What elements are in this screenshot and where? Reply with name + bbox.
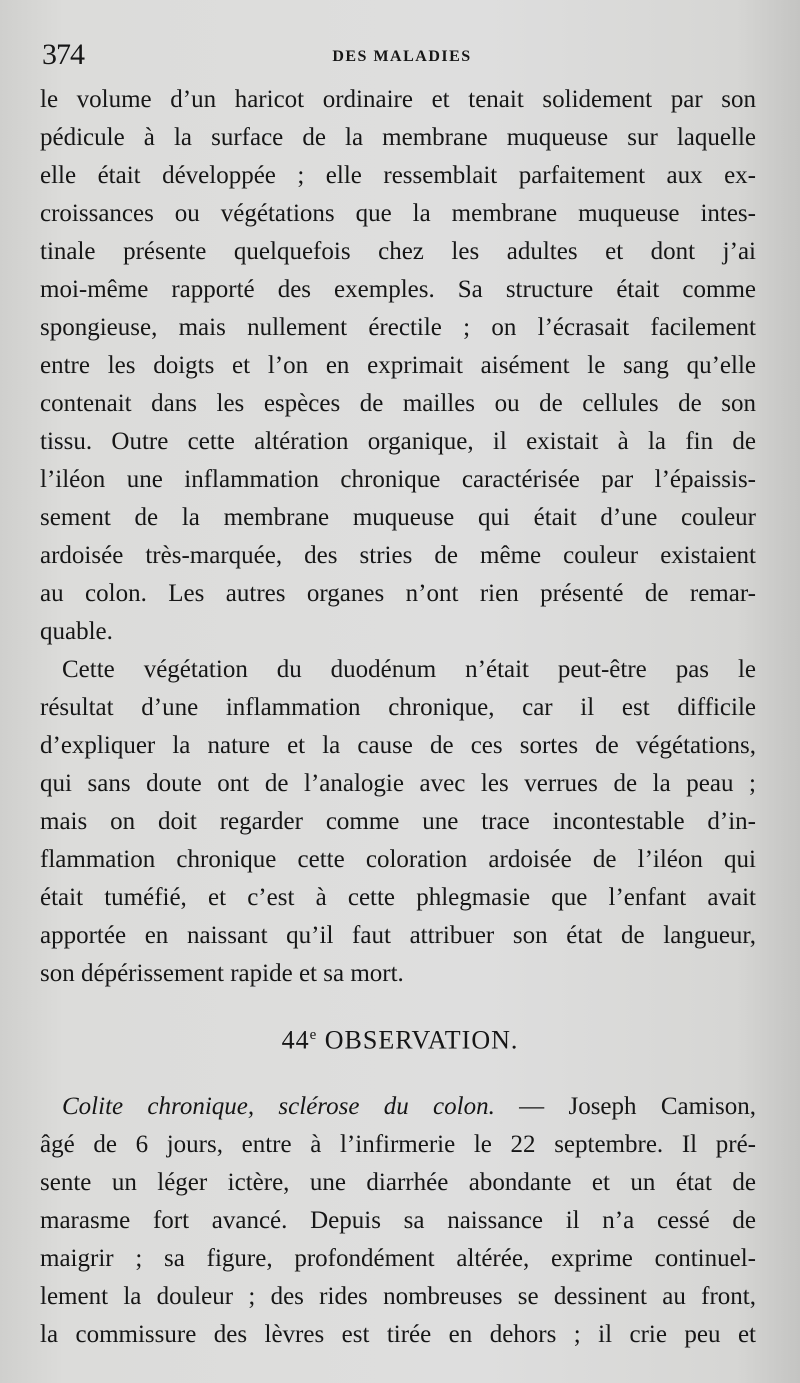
text-line: au colon. Les autres organes n’ont rien présenté de remar- <box>40 580 756 607</box>
text-line: Cette végétation du duodénum n’était peut-être pas le <box>62 656 756 683</box>
text-line: maigrir ; sa figure, profondément altérée, exprime continuel- <box>40 1245 756 1272</box>
text-line: l’iléon une inflammation chronique caractérisée par l’épaissis- <box>40 466 756 493</box>
text-line: sente un léger ictère, une diarrhée abondante et un état de <box>40 1169 756 1196</box>
text-line: était tuméfié, et c’est à cette phlegmasie que l’enfant avait <box>40 884 756 911</box>
text-line: sement de la membrane muqueuse qui était d’une couleur <box>40 504 756 531</box>
text-line: marasme fort avancé. Depuis sa naissance il n’a cessé de <box>40 1207 756 1234</box>
text-line: quable. <box>40 618 113 645</box>
text-line: ardoisée très-marquée, des stries de même couleur existaient <box>40 542 756 569</box>
ordinal-suffix: e <box>309 1027 318 1043</box>
text-line: qui sans doute ont de l’analogie avec les verrues de la peau ; <box>40 770 756 797</box>
text-line: moi-même rapporté des exemples. Sa structure était comme <box>40 276 756 303</box>
observation-number: 44 <box>281 1025 310 1055</box>
section-heading <box>0 1015 800 1061</box>
text-line: résultat d’une inflammation chronique, car il est difficile <box>40 694 756 721</box>
text-line: spongieuse, mais nullement érectile ; on l’écrasait facilement <box>40 314 756 341</box>
text-line: son dépérissement rapide et sa mort. <box>40 960 404 987</box>
case-patient: — Joseph Camison, <box>494 1093 756 1120</box>
text-line: pédicule à la surface de la membrane muqueuse sur laquelle <box>40 124 756 151</box>
text-line: âgé de 6 jours, entre à l’infirmerie le 22 septembre. Il pré- <box>40 1131 756 1158</box>
text-line: entre les doigts et l’on en exprimait aisément le sang qu’elle <box>40 352 756 379</box>
text-line: tinale présente quelquefois chez les adultes et dont j’ai <box>40 238 756 265</box>
text-line: flammation chronique cette coloration ardoisée de l’iléon qui <box>40 846 756 873</box>
text-line: elle était développée ; elle ressemblait parfaitement aux ex- <box>40 162 756 189</box>
text-line: contenait dans les espèces de mailles ou de cellules de son <box>40 390 756 417</box>
observation-title: OBSERVATION. <box>324 1025 519 1055</box>
running-head: DES MALADIES <box>332 48 472 65</box>
page-number: 374 <box>42 38 84 71</box>
text-line: mais on doit regarder comme une trace incontestable d’in- <box>40 808 756 835</box>
text-line: le volume d’un haricot ordinaire et tenait solidement par son <box>40 86 756 113</box>
text-line: apportée en naissant qu’il faut attribuer son état de langueur, <box>40 922 756 949</box>
text-line <box>62 1088 756 1126</box>
text-line: la commissure des lèvres est tirée en dehors ; il crie peu et <box>40 1321 756 1348</box>
text-line: d’expliquer la nature et la cause de ces sortes de végétations, <box>40 732 756 759</box>
text-line: lement la douleur ; des rides nombreuses se dessinent au front, <box>40 1283 756 1310</box>
text-line: tissu. Outre cette altération organique, il existait à la fin de <box>40 428 756 455</box>
page-header <box>42 38 762 78</box>
text-line: croissances ou végétations que la membrane muqueuse intes- <box>40 200 756 227</box>
case-subject: Colite chronique, sclérose du colon. <box>62 1093 495 1120</box>
